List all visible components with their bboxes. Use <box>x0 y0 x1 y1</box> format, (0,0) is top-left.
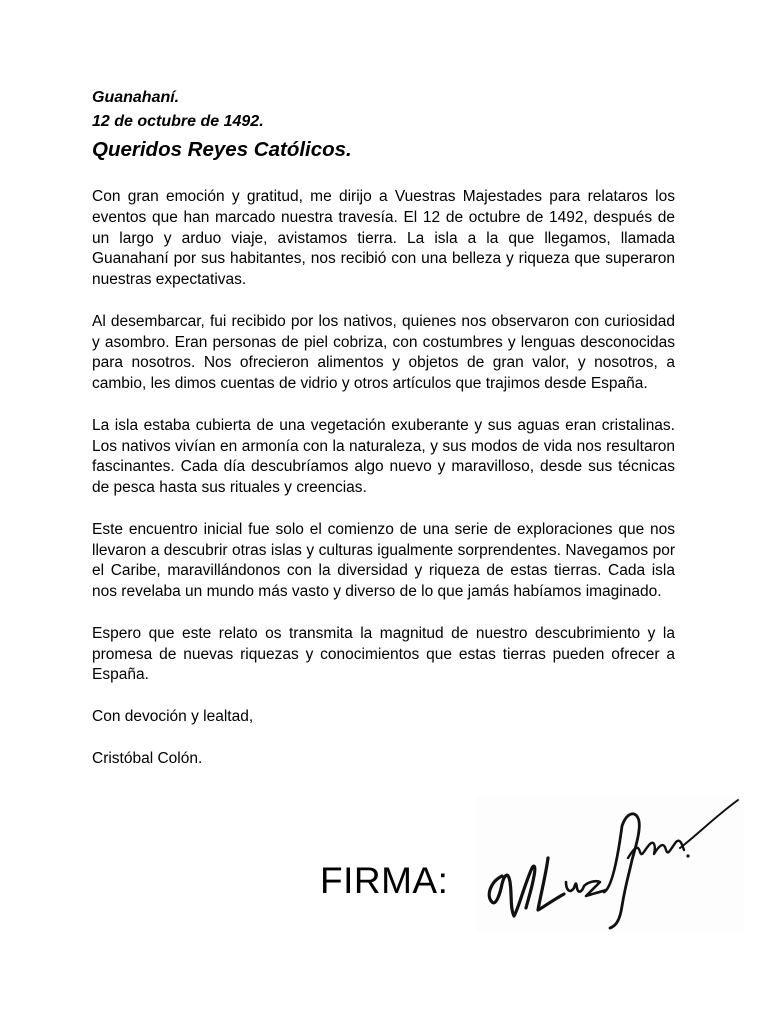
signer-name: Cristóbal Colón. <box>92 749 203 767</box>
signature-image <box>476 796 744 932</box>
body-paragraph: Espero que este relato os transmita la magnitud de nuestro descubrimiento y la promesa de nuevas riquezas y conocimientos que estas tierras pueden ofrecer a España. <box>92 624 675 684</box>
body-paragraph: La isla estaba cubierta de una vegetación exuberante y sus aguas eran cristalinas. Los nativos vivían en armonía con la naturaleza, y sus modos de vida nos resultaron fascinantes. Cada día descubríamos algo nuevo y maravilloso, desde sus técnicas de pesca hasta sus rituales y creencias. <box>92 416 675 497</box>
letter-place: Guanahaní. <box>92 89 180 106</box>
body-paragraph: Al desembarcar, fui recibido por los nativos, quienes nos observaron con curiosidad y asombro. Eran personas de piel cobriza, con costumbres y lenguas desconocidas para nosotros. Nos ofrecieron alimentos y objetos de gran valor, y nosotros, a cambio, les dimos cuentas de vidrio y otros artículos que trajimos desde España. <box>92 312 675 393</box>
letter-date: 12 de octubre de 1492. <box>92 113 264 130</box>
valediction: Con devoción y lealtad, <box>92 707 254 725</box>
body-paragraph: Con gran emoción y gratitud, me dirijo a Vuestras Majestades para relataros los eventos que han marcado nuestra travesía. El 12 de octubre de 1492, después de un largo y arduo viaje, avistamos tierra. La isla a la que llegamos, llamada Guanahaní por sus habitantes, nos recibió con una belleza y riqueza que superaron nuestras expectativas. <box>92 188 675 289</box>
body-paragraph: Este encuentro inicial fue solo el comienzo de una serie de exploraciones que nos llevaron a descubrir otras islas y culturas igualmente sorprendentes. Navegamos por el Caribe, maravillándonos con la diversidad y riqueza de estas tierras. Cada isla nos revelaba un mundo más vasto y diverso de lo que jamás habíamos imaginado. <box>92 520 675 601</box>
letter-body <box>92 187 675 790</box>
handwritten-signature <box>476 796 744 932</box>
letter-salutation: Queridos Reyes Católicos. <box>92 138 352 161</box>
signature-label: FIRMA: <box>320 860 449 901</box>
